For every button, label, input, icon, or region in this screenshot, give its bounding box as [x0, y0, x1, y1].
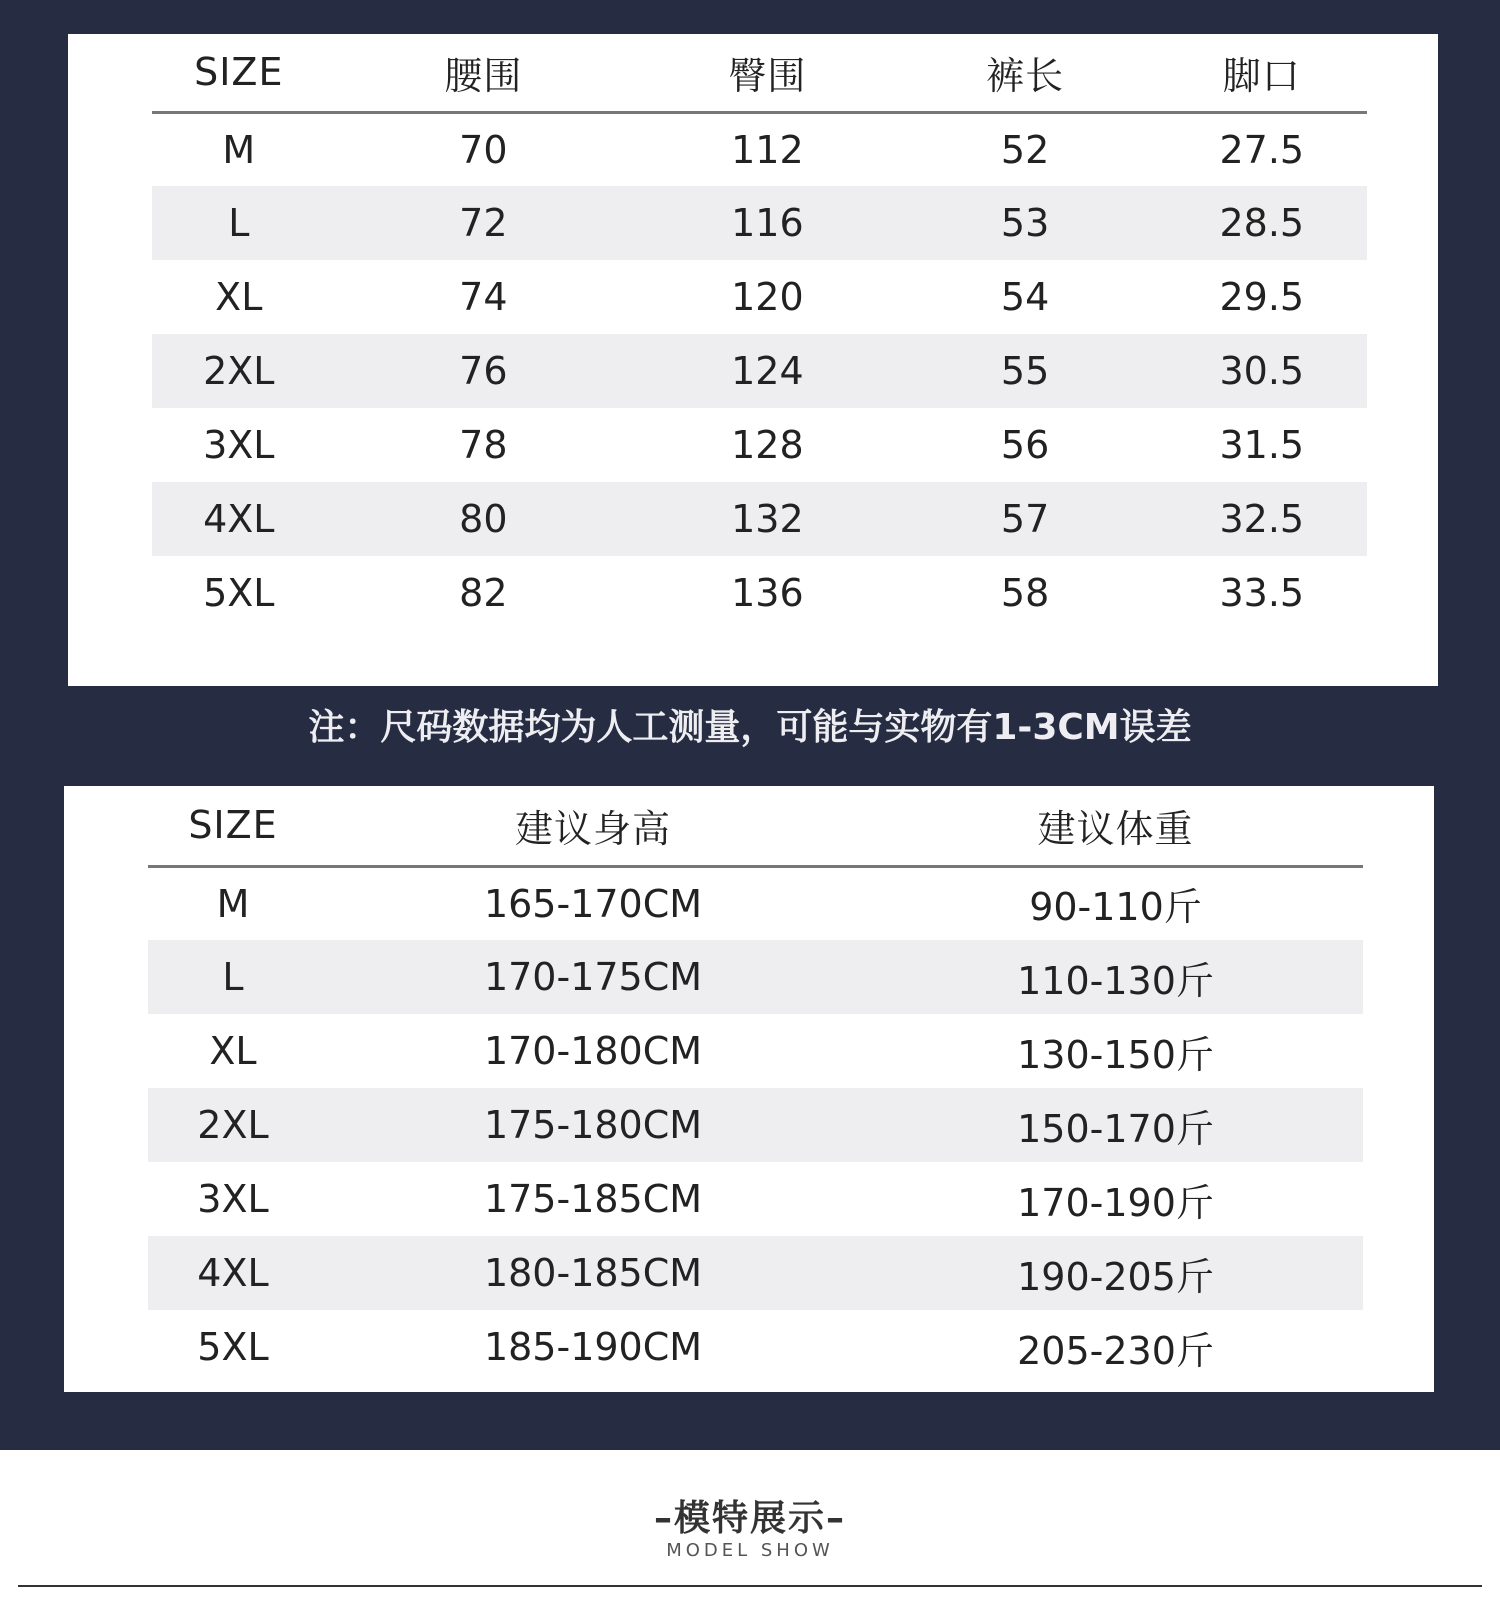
value-cell: 54: [1000, 275, 1050, 319]
table-row: [148, 1236, 1363, 1310]
value-cell: 136: [731, 571, 804, 615]
value-cell: 150-170斤: [868, 1088, 1363, 1162]
table-row: [148, 1162, 1363, 1236]
size-cell: M: [222, 127, 256, 172]
value-cell: 70: [459, 127, 508, 172]
column-header: 建议身高: [318, 786, 868, 866]
table-row: [148, 1310, 1363, 1384]
size-cell: XL: [215, 275, 263, 319]
value-cell: 56: [1000, 423, 1050, 467]
value-cell: 90-110斤: [1029, 885, 1202, 930]
size-cell: 5XL: [197, 1325, 269, 1369]
value-cell: 27.5: [1219, 127, 1305, 172]
model-show-title: –模特展示–: [653, 1498, 846, 1539]
measurement-panel: [68, 34, 1438, 686]
value-cell: 185-190CM: [483, 1325, 703, 1369]
value-cell: 205-230斤: [1017, 1328, 1214, 1373]
value-cell: 82: [459, 571, 508, 615]
size-cell: 2XL: [148, 1088, 318, 1162]
value-cell: 175-180CM: [318, 1088, 868, 1162]
value-cell: 55: [894, 334, 1157, 408]
table-row: [152, 186, 1367, 260]
value-cell: 190-205斤: [868, 1236, 1363, 1310]
value-cell: 52: [1000, 127, 1050, 172]
table-row: [152, 556, 1367, 630]
size-cell: 4XL: [148, 1236, 318, 1310]
measurement-body: [152, 112, 1367, 630]
measurement-header-row: [152, 34, 1367, 112]
table-row: [152, 482, 1367, 556]
column-header: 建议体重: [868, 786, 1363, 866]
size-cell: 2XL: [152, 334, 326, 408]
value-cell: 72: [326, 186, 642, 260]
table-row: [148, 866, 1363, 940]
value-cell: 116: [641, 186, 893, 260]
column-header: SIZE: [152, 34, 326, 112]
size-cell: 5XL: [203, 571, 275, 615]
value-cell: 78: [459, 423, 508, 467]
value-cell: 80: [326, 482, 642, 556]
size-cell: 3XL: [203, 423, 275, 467]
size-cell: 3XL: [197, 1177, 269, 1221]
value-cell: 165-170CM: [483, 881, 703, 926]
value-cell: 132: [641, 482, 893, 556]
table-row: [152, 408, 1367, 482]
column-header: 腰围: [326, 34, 642, 112]
value-cell: 33.5: [1219, 571, 1305, 615]
value-cell: 120: [731, 275, 804, 319]
column-header: 脚口: [1157, 34, 1367, 112]
value-cell: 28.5: [1157, 186, 1367, 260]
size-cell: L: [148, 940, 318, 1014]
value-cell: 32.5: [1157, 482, 1367, 556]
recommend-panel: [64, 786, 1434, 1392]
table-row: [152, 334, 1367, 408]
value-cell: 170-175CM: [318, 940, 868, 1014]
footer-divider: [18, 1585, 1482, 1587]
recommend-table: [148, 786, 1363, 1384]
value-cell: 112: [731, 127, 804, 172]
model-show-subtitle: MODEL SHOW: [666, 1540, 834, 1561]
size-cell: M: [216, 881, 250, 926]
value-cell: 58: [1000, 571, 1050, 615]
table-row: [148, 1088, 1363, 1162]
size-cell: XL: [209, 1029, 257, 1073]
size-cell: 4XL: [152, 482, 326, 556]
value-cell: 30.5: [1157, 334, 1367, 408]
value-cell: 53: [894, 186, 1157, 260]
table-row: [152, 112, 1367, 186]
value-cell: 74: [459, 275, 508, 319]
value-cell: 128: [731, 423, 804, 467]
value-cell: 175-185CM: [483, 1177, 703, 1221]
value-cell: 76: [326, 334, 642, 408]
measurement-note: 注：尺码数据均为人工测量，可能与实物有1-3CM误差: [308, 707, 1192, 748]
value-cell: 57: [894, 482, 1157, 556]
value-cell: 130-150斤: [1017, 1032, 1214, 1077]
column-header: 裤长: [894, 34, 1157, 112]
value-cell: 170-190斤: [1017, 1180, 1214, 1225]
value-cell: 124: [641, 334, 893, 408]
value-cell: 31.5: [1219, 423, 1305, 467]
size-cell: L: [152, 186, 326, 260]
value-cell: 180-185CM: [318, 1236, 868, 1310]
recommend-header-row: [148, 786, 1363, 866]
column-header: SIZE: [148, 786, 318, 866]
value-cell: 29.5: [1219, 275, 1305, 319]
recommend-body: [148, 866, 1363, 1384]
column-header: 臀围: [641, 34, 893, 112]
table-row: [148, 1014, 1363, 1088]
table-row: [148, 940, 1363, 1014]
value-cell: 110-130斤: [868, 940, 1363, 1014]
value-cell: 170-180CM: [483, 1029, 703, 1073]
measurement-table: [152, 34, 1367, 630]
table-row: [152, 260, 1367, 334]
